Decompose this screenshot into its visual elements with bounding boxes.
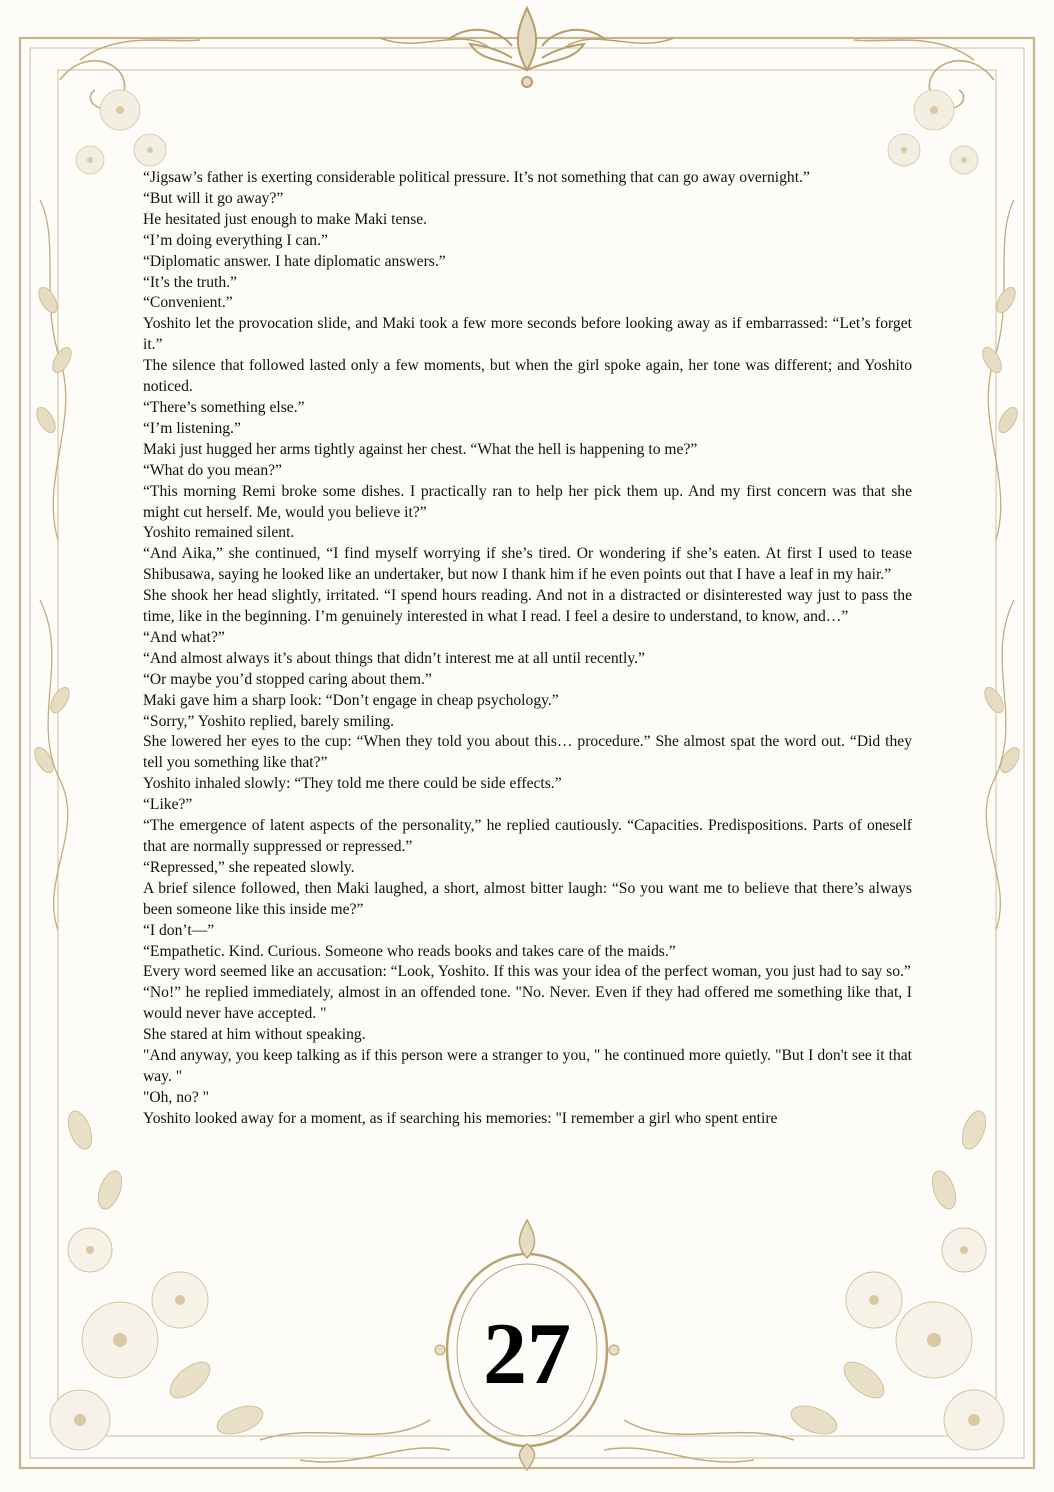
paragraph: “And Aika,” she continued, “I find myself worrying if she’s tired. Or wondering if she’s eaten. At first I used to tease Shibusawa, saying he looked like an undertaker, but now I thank him if he even points out that I have a leaf in my hair.” bbox=[143, 545, 912, 584]
paragraph: “I’m doing everything I can.” bbox=[143, 231, 328, 249]
paragraph: “There’s something else.” bbox=[143, 398, 305, 416]
page-number: 27 bbox=[483, 1306, 571, 1403]
flower-cluster-icon bbox=[888, 90, 978, 174]
paragraph: “And what?” bbox=[143, 628, 225, 646]
paragraph: “This morning Remi broke some dishes. I practically ran to help her pick them up. And my first concern was that she might cut herself. Me, would you believe it?” bbox=[143, 482, 912, 521]
paragraph: “I don’t—” bbox=[143, 921, 215, 939]
paragraph: “But will it go away?” bbox=[143, 189, 284, 207]
paragraph: Every word seemed like an accusation: “Look, Yoshito. If this was your idea of the perfect woman, you just had to say so.” bbox=[143, 963, 911, 981]
paragraph: “Diplomatic answer. I hate diplomatic answers.” bbox=[143, 252, 446, 270]
fleur-de-lis-icon bbox=[380, 8, 674, 87]
paragraph: “Empathetic. Kind. Curious. Someone who reads books and takes care of the maids.” bbox=[143, 942, 676, 960]
flower-cluster-icon bbox=[787, 1108, 1004, 1450]
paragraph: She lowered her eyes to the cup: “When they told you about this… procedure.” She almost spat the word out. “Did they tell you something like that?” bbox=[143, 733, 912, 772]
paragraph: “Convenient.” bbox=[143, 294, 233, 312]
paragraph: “Repressed,” she repeated slowly. bbox=[143, 858, 355, 876]
paragraph: She shook her head slightly, irritated. “I spend hours reading. And not in a distracted or disinterested way just to pass the time, like in the beginning. I’m genuinely interested in what I read. I feel a desire to understand, to know, and…” bbox=[143, 587, 912, 626]
paragraph: “Sorry,” Yoshito replied, barely smiling. bbox=[143, 712, 395, 730]
paragraph: “No!” he replied immediately, almost in an offended tone. "No. Never. Even if they had offered me something like that, I would never have accepted. " bbox=[143, 984, 912, 1023]
story-text bbox=[143, 168, 912, 1130]
paragraph: A brief silence followed, then Maki laughed, a short, almost bitter laugh: “So you want me to believe that there’s always been someone like this inside me?” bbox=[143, 879, 912, 918]
paragraph: “I’m listening.” bbox=[143, 419, 241, 437]
paragraph: Yoshito remained silent. bbox=[143, 524, 295, 542]
paragraph: “It’s the truth.” bbox=[143, 273, 237, 291]
paragraph: Maki gave him a sharp look: “Don’t engage in cheap psychology.” bbox=[143, 691, 559, 709]
flower-cluster-icon bbox=[50, 1108, 267, 1450]
flower-cluster-icon bbox=[76, 90, 166, 174]
paragraph: "And anyway, you keep talking as if this person were a stranger to you, " he continued more quietly. "But I don't see it that way. " bbox=[143, 1047, 912, 1085]
paragraph: Yoshito inhaled slowly: “They told me there could be side effects.” bbox=[143, 775, 562, 793]
paragraph: Maki just hugged her arms tightly against her chest. “What the hell is happening to me?” bbox=[143, 440, 698, 458]
paragraph: “Like?” bbox=[143, 796, 193, 814]
paragraph: “Jigsaw’s father is exerting considerable political pressure. It’s not something that can go away overnight.” bbox=[143, 169, 810, 186]
paragraph: She stared at him without speaking. bbox=[143, 1026, 366, 1044]
paragraph: “The emergence of latent aspects of the personality,” he replied cautiously. “Capacities. Predispositions. Parts of oneself that are normally suppressed or repressed.” bbox=[143, 817, 912, 855]
paragraph: Yoshito looked away for a moment, as if searching his memories: "I remember a girl who spent entire bbox=[143, 1109, 778, 1127]
paragraph: “And almost always it’s about things that didn’t interest me at all until recently.” bbox=[143, 649, 645, 667]
paragraph: “What do you mean?” bbox=[143, 461, 282, 479]
paragraph: Yoshito let the provocation slide, and Maki took a few more seconds before looking away as if embarrassed: “Let’s forget it.” bbox=[143, 315, 912, 354]
paragraph: “Or maybe you’d stopped caring about them.” bbox=[143, 670, 432, 688]
paragraph: The silence that followed lasted only a few moments, but when the girl spoke again, her tone was different; and Yoshito noticed. bbox=[143, 357, 912, 396]
paragraph: "Oh, no? " bbox=[143, 1088, 209, 1106]
paragraph: He hesitated just enough to make Maki tense. bbox=[143, 210, 428, 228]
